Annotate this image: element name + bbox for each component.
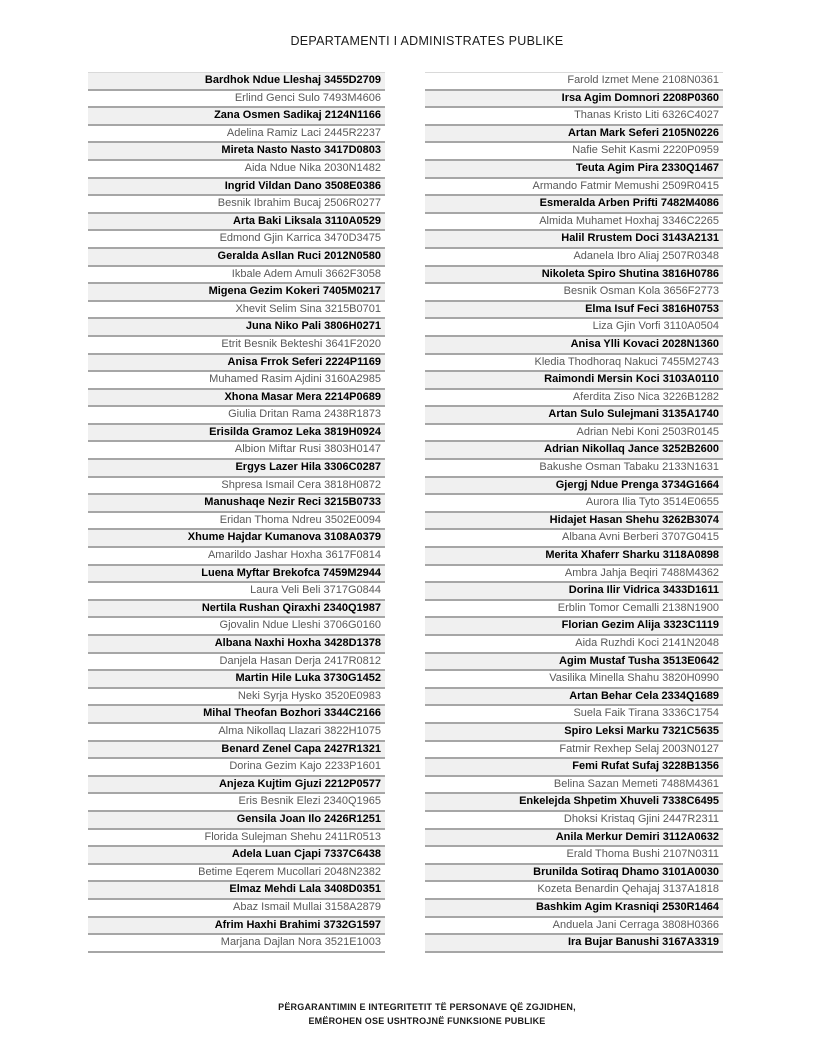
list-item: Aurora Ilia Tyto 3514E0655 <box>425 495 723 513</box>
list-item: Anduela Jani Cerraga 3808H0366 <box>425 918 723 936</box>
list-item: Spiro Leksi Marku 7321C5635 <box>425 724 723 742</box>
list-item: Elma Isuf Feci 3816H0753 <box>425 302 723 320</box>
list-item: Gjovalin Ndue Lleshi 3706G0160 <box>88 618 385 636</box>
list-item: Xhevit Selim Sina 3215B0701 <box>88 302 385 320</box>
list-item: Abaz Ismail Mullai 3158A2879 <box>88 900 385 918</box>
list-item: Anjeza Kujtim Gjuzi 2212P0577 <box>88 777 385 795</box>
list-item: Ikbale Adem Amuli 3662F3058 <box>88 267 385 285</box>
list-item: Florida Sulejman Shehu 2411R0513 <box>88 830 385 848</box>
footer-line-1: PËRGARANTIMIN E INTEGRITETIT TË PERSONAVE QË ZGJIDHEN, <box>278 1002 576 1012</box>
list-item: Dhoksi Kristaq Gjini 2447R2311 <box>425 812 723 830</box>
footer-line-2: EMËROHEN OSE USHTROJNË FUNKSIONE PUBLIKE <box>308 1015 546 1026</box>
list-item: Raimondi Mersin Koci 3103A0110 <box>425 372 723 390</box>
list-item: Bardhok Ndue Lleshaj 3455D2709 <box>88 73 385 91</box>
name-list-column-right <box>425 72 723 953</box>
list-item: Gensila Joan Ilo 2426R1251 <box>88 812 385 830</box>
list-item: Adrian Nebi Koni 2503R0145 <box>425 425 723 443</box>
list-item: Anila Merkur Demiri 3112A0632 <box>425 830 723 848</box>
list-item: Liza Gjin Vorfi 3110A0504 <box>425 319 723 337</box>
list-item: Zana Osmen Sadikaj 2124N1166 <box>88 108 385 126</box>
list-item: Gjergj Ndue Prenga 3734G1664 <box>425 478 723 496</box>
list-item: Xhona Masar Mera 2214P0689 <box>88 390 385 408</box>
list-item: Irsa Agim Domnori 2208P0360 <box>425 91 723 109</box>
list-item: Kledia Thodhoraq Nakuci 7455M2743 <box>425 355 723 373</box>
list-item: Fatmir Rexhep Selaj 2003N0127 <box>425 742 723 760</box>
list-item: Marjana Dajlan Nora 3521E1003 <box>88 935 385 953</box>
list-item: Shpresa Ismail Cera 3818H0872 <box>88 478 385 496</box>
list-item: Almida Muhamet Hoxhaj 3346C2265 <box>425 214 723 232</box>
list-item: Ambra Jahja Beqiri 7488M4362 <box>425 566 723 584</box>
list-item: Adelina Ramiz Laci 2445R2237 <box>88 126 385 144</box>
list-item: Dorina Gezim Kajo 2233P1601 <box>88 759 385 777</box>
list-item: Artan Behar Cela 2334Q1689 <box>425 689 723 707</box>
page-title: DEPARTAMENTI I ADMINISTRATES PUBLIKE <box>290 34 564 48</box>
list-item: Neki Syrja Hysko 3520E0983 <box>88 689 385 707</box>
list-item: Benard Zenel Capa 2427R1321 <box>88 742 385 760</box>
list-item: Eridan Thoma Ndreu 3502E0094 <box>88 513 385 531</box>
list-item: Geralda Asllan Ruci 2012N0580 <box>88 249 385 267</box>
list-item: Edmond Gjin Karrica 3470D3475 <box>88 231 385 249</box>
list-item: Kozeta Benardin Qehajaj 3137A1818 <box>425 882 723 900</box>
name-list-column-left <box>88 72 385 953</box>
list-item: Adrian Nikollaq Jance 3252B2600 <box>425 442 723 460</box>
list-item: Besnik Ibrahim Bucaj 2506R0277 <box>88 196 385 214</box>
list-item: Teuta Agim Pira 2330Q1467 <box>425 161 723 179</box>
list-item: Migena Gezim Kokeri 7405M0217 <box>88 284 385 302</box>
list-item: Albana Avni Berberi 3707G0415 <box>425 530 723 548</box>
list-item: Agim Mustaf Tusha 3513E0642 <box>425 654 723 672</box>
list-item: Aferdita Ziso Nica 3226B1282 <box>425 390 723 408</box>
list-item: Bashkim Agim Krasniqi 2530R1464 <box>425 900 723 918</box>
list-item: Juna Niko Pali 3806H0271 <box>88 319 385 337</box>
list-item: Laura Veli Beli 3717G0844 <box>88 583 385 601</box>
list-item: Erblin Tomor Cemalli 2138N1900 <box>425 601 723 619</box>
list-item: Xhume Hajdar Kumanova 3108A0379 <box>88 530 385 548</box>
list-item: Erisilda Gramoz Leka 3819H0924 <box>88 425 385 443</box>
list-item: Adela Luan Cjapi 7337C6438 <box>88 847 385 865</box>
list-item: Merita Xhaferr Sharku 3118A0898 <box>425 548 723 566</box>
list-item: Manushaqe Nezir Reci 3215B0733 <box>88 495 385 513</box>
list-item: Brunilda Sotiraq Dhamo 3101A0030 <box>425 865 723 883</box>
list-item: Arta Baki Liksala 3110A0529 <box>88 214 385 232</box>
list-item: Halil Rrustem Doci 3143A2131 <box>425 231 723 249</box>
list-item: Bakushe Osman Tabaku 2133N1631 <box>425 460 723 478</box>
list-item: Florian Gezim Alija 3323C1119 <box>425 618 723 636</box>
list-item: Nafie Sehit Kasmi 2220P0959 <box>425 143 723 161</box>
list-item: Armando Fatmir Memushi 2509R0415 <box>425 179 723 197</box>
list-item: Erlind Genci Sulo 7493M4606 <box>88 91 385 109</box>
list-item: Erald Thoma Bushi 2107N0311 <box>425 847 723 865</box>
list-item: Vasilika Minella Shahu 3820H0990 <box>425 671 723 689</box>
list-item: Besnik Osman Kola 3656F2773 <box>425 284 723 302</box>
list-item: Artan Mark Seferi 2105N0226 <box>425 126 723 144</box>
list-item: Eris Besnik Elezi 2340Q1965 <box>88 794 385 812</box>
list-item: Farold Izmet Mene 2108N0361 <box>425 73 723 91</box>
list-item: Elmaz Mehdi Lala 3408D0351 <box>88 882 385 900</box>
list-item: Aida Ruzhdi Koci 2141N2048 <box>425 636 723 654</box>
list-item: Ergys Lazer Hila 3306C0287 <box>88 460 385 478</box>
list-item: Giulia Dritan Rama 2438R1873 <box>88 407 385 425</box>
list-item: Aida Ndue Nika 2030N1482 <box>88 161 385 179</box>
list-item: Nikoleta Spiro Shutina 3816H0786 <box>425 267 723 285</box>
list-item: Enkelejda Shpetim Xhuveli 7338C6495 <box>425 794 723 812</box>
list-item: Dorina Ilir Vidrica 3433D1611 <box>425 583 723 601</box>
list-item: Afrim Haxhi Brahimi 3732G1597 <box>88 918 385 936</box>
list-item: Anisa Frrok Seferi 2224P1169 <box>88 355 385 373</box>
list-item: Ira Bujar Banushi 3167A3319 <box>425 935 723 953</box>
list-item: Suela Faik Tirana 3336C1754 <box>425 706 723 724</box>
list-item: Nertila Rushan Qiraxhi 2340Q1987 <box>88 601 385 619</box>
list-item: Esmeralda Arben Prifti 7482M4086 <box>425 196 723 214</box>
list-item: Albion Miftar Rusi 3803H0147 <box>88 442 385 460</box>
list-item: Luena Myftar Brekofca 7459M2944 <box>88 566 385 584</box>
list-item: Belina Sazan Memeti 7488M4361 <box>425 777 723 795</box>
list-item: Amarildo Jashar Hoxha 3617F0814 <box>88 548 385 566</box>
list-item: Thanas Kristo Liti 6326C4027 <box>425 108 723 126</box>
list-item: Adanela Ibro Aliaj 2507R0348 <box>425 249 723 267</box>
list-item: Femi Rufat Sufaj 3228B1356 <box>425 759 723 777</box>
list-item: Mihal Theofan Bozhori 3344C2166 <box>88 706 385 724</box>
list-item: Betime Eqerem Mucollari 2048N2382 <box>88 865 385 883</box>
list-item: Martin Hile Luka 3730G1452 <box>88 671 385 689</box>
list-item: Ingrid Vildan Dano 3508E0386 <box>88 179 385 197</box>
list-item: Mireta Nasto Nasto 3417D0803 <box>88 143 385 161</box>
list-item: Hidajet Hasan Shehu 3262B3074 <box>425 513 723 531</box>
list-item: Danjela Hasan Derja 2417R0812 <box>88 654 385 672</box>
list-item: Etrit Besnik Bekteshi 3641F2020 <box>88 337 385 355</box>
page-footer <box>0 1001 816 1028</box>
list-item: Muhamed Rasim Ajdini 3160A2985 <box>88 372 385 390</box>
list-item: Albana Naxhi Hoxha 3428D1378 <box>88 636 385 654</box>
list-item: Artan Sulo Sulejmani 3135A1740 <box>425 407 723 425</box>
list-item: Alma Nikollaq Llazari 3822H1075 <box>88 724 385 742</box>
list-item: Anisa Ylli Kovaci 2028N1360 <box>425 337 723 355</box>
